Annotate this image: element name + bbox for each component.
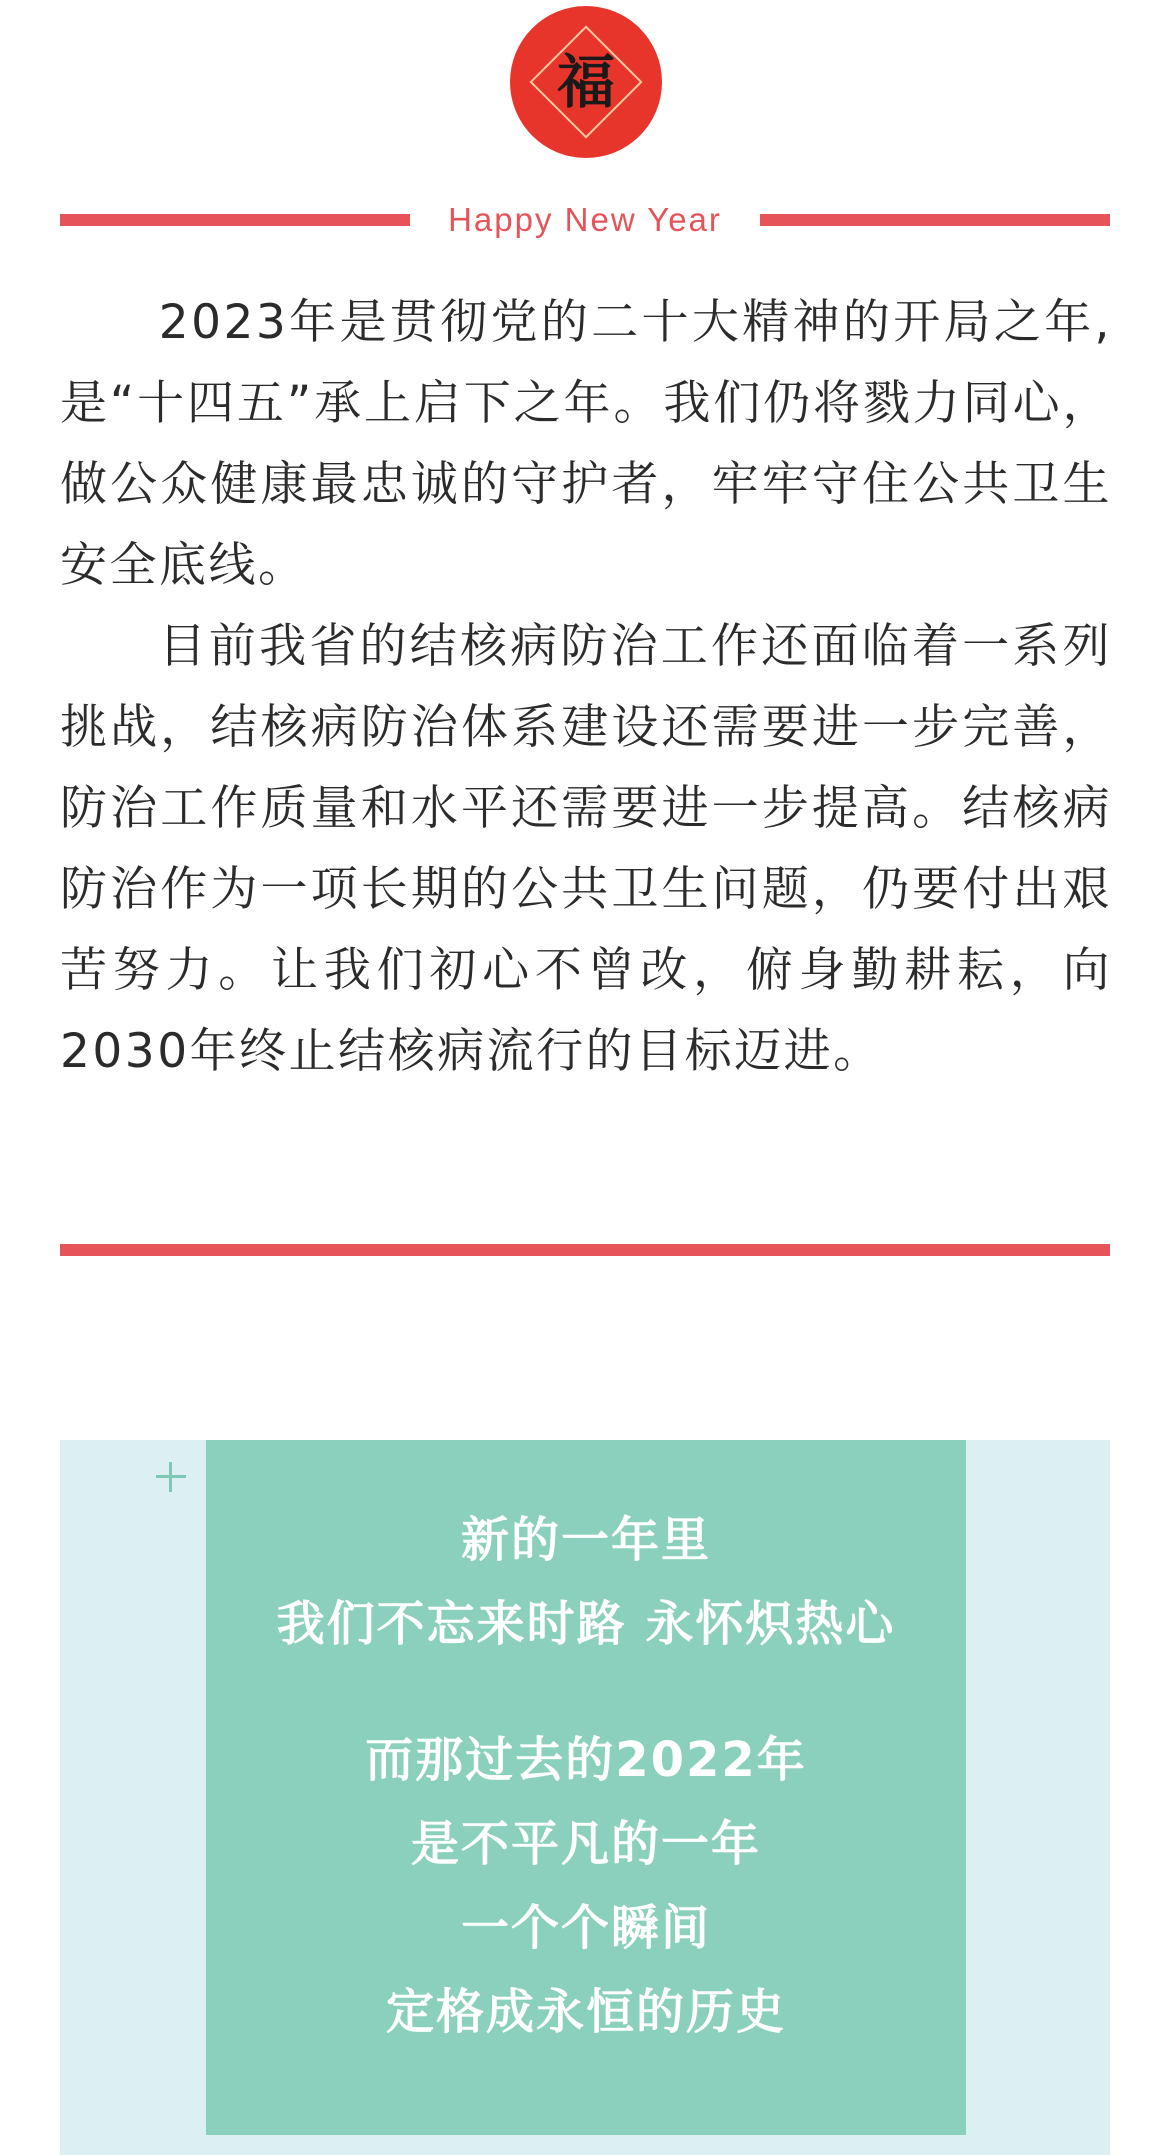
header-divider xyxy=(60,200,1110,240)
divider-rule-left xyxy=(60,214,410,226)
greeting-line-3: 而那过去的2022年 xyxy=(365,1732,807,1788)
greeting-lines xyxy=(206,1498,966,2054)
greeting-line-2: 我们不忘来时路 永怀炽热心 xyxy=(276,1596,896,1652)
greeting-spacer xyxy=(206,1666,966,1718)
fu-emblem xyxy=(510,6,662,158)
header-caption: Happy New Year xyxy=(448,201,722,238)
greeting-line-6: 定格成永恒的历史 xyxy=(385,1984,786,2040)
greeting-line-1: 新的一年里 xyxy=(460,1512,711,1568)
greeting-line-5: 一个个瞬间 xyxy=(460,1900,711,1956)
article-paragraph-2: 目前我省的结核病防治工作还面临着一系列挑战，结核病防治体系建设还需要进一步完善，防治工作质量和水平还需要进一步提高。结核病防治作为一项长期的公共卫生问题，仍要付出艰苦努力。让我们初心不曾改，俯身勤耕耘，向2030年终止结核病流行的目标迈进。 xyxy=(60,619,1112,1079)
article-paragraph-1: 2023年是贯彻党的二十大精神的开局之年,是“十四五”承上启下之年。我们仍将戮力同心，做公众健康最忠诚的守护者，牢牢守住公共卫生安全底线。 xyxy=(60,295,1112,593)
divider-rule-right xyxy=(760,214,1110,226)
article-bottom-divider xyxy=(60,1244,1110,1256)
greeting-line-4: 是不平凡的一年 xyxy=(410,1816,761,1872)
greeting-card xyxy=(206,1440,966,2135)
article-body xyxy=(60,282,1112,1092)
plus-icon xyxy=(156,1462,186,1492)
fu-character: 福 xyxy=(556,48,615,116)
greeting-panel xyxy=(60,1440,1110,2155)
